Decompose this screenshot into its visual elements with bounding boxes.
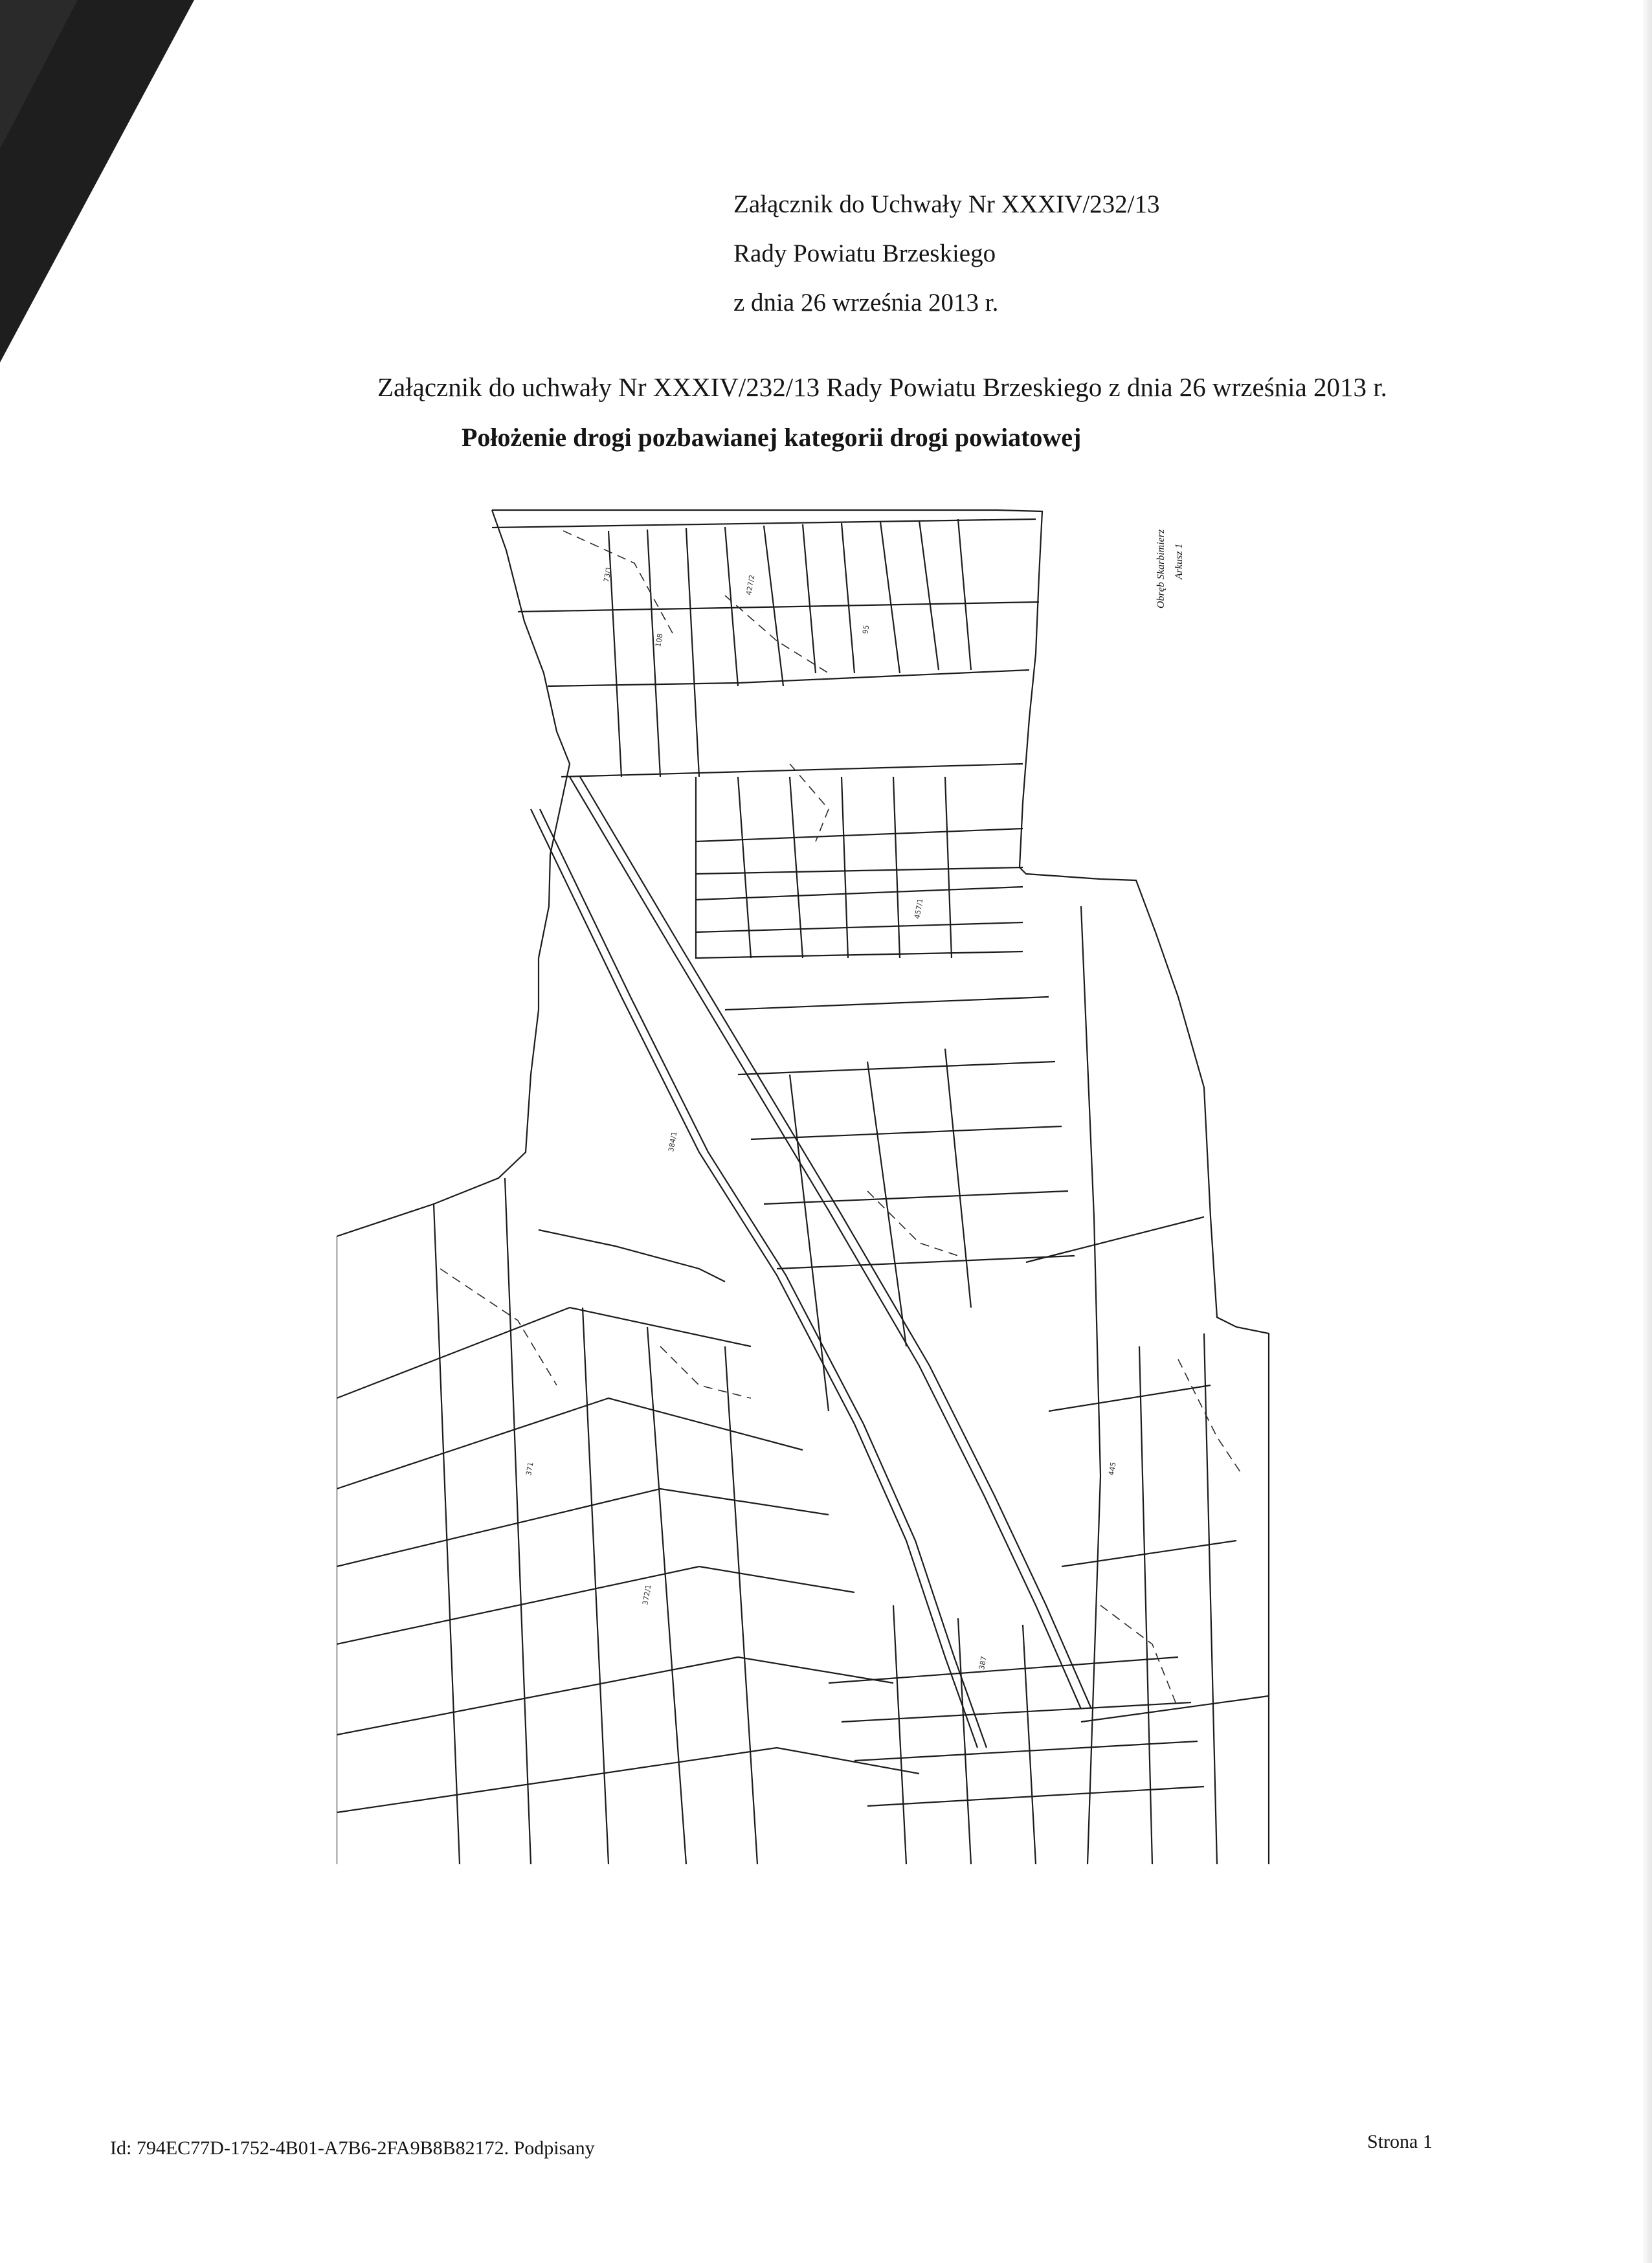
svg-text:457/1: 457/1 xyxy=(913,898,925,920)
header-line-1: Załącznik do Uchwały Nr XXXIV/232/13 xyxy=(733,190,1160,218)
svg-text:387: 387 xyxy=(977,1655,988,1671)
svg-text:372/1: 372/1 xyxy=(641,1584,653,1606)
map-margin-note-2: Arkusz 1 xyxy=(1174,543,1185,579)
map-margin-note-1: Obręb Skarbimierz xyxy=(1155,529,1166,608)
svg-text:384/1: 384/1 xyxy=(667,1131,679,1153)
page-number: Strona 1 xyxy=(1367,2131,1433,2152)
document-title: Załącznik do uchwały Nr XXXIV/232/13 Rady Powiatu Brzeskiego z dnia 26 września 2013 r. xyxy=(377,372,1387,402)
header-line-3: z dnia 26 września 2013 r. xyxy=(733,289,999,317)
road-main-diagonal xyxy=(570,777,1081,1709)
road-secondary-diagonal xyxy=(531,809,977,1748)
svg-text:427/2: 427/2 xyxy=(744,574,757,596)
svg-text:108: 108 xyxy=(654,632,665,648)
header-line-2: Rady Powiatu Brzeskiego xyxy=(733,240,996,267)
svg-text:371: 371 xyxy=(524,1461,535,1477)
cadastral-map xyxy=(337,505,1275,1864)
document-id-footer: Id: 794EC77D-1752-4B01-A7B6-2FA9B8B82172. Podpisany xyxy=(110,2137,595,2159)
svg-text:95: 95 xyxy=(861,624,871,635)
svg-text:73/1: 73/1 xyxy=(602,565,614,583)
scan-shadow-corner xyxy=(0,0,194,362)
document-subtitle: Położenie drogi pozbawianej kategorii drogi powiatowej xyxy=(462,423,1082,452)
svg-text:445: 445 xyxy=(1107,1461,1118,1477)
scan-edge-right xyxy=(1643,0,1652,2263)
